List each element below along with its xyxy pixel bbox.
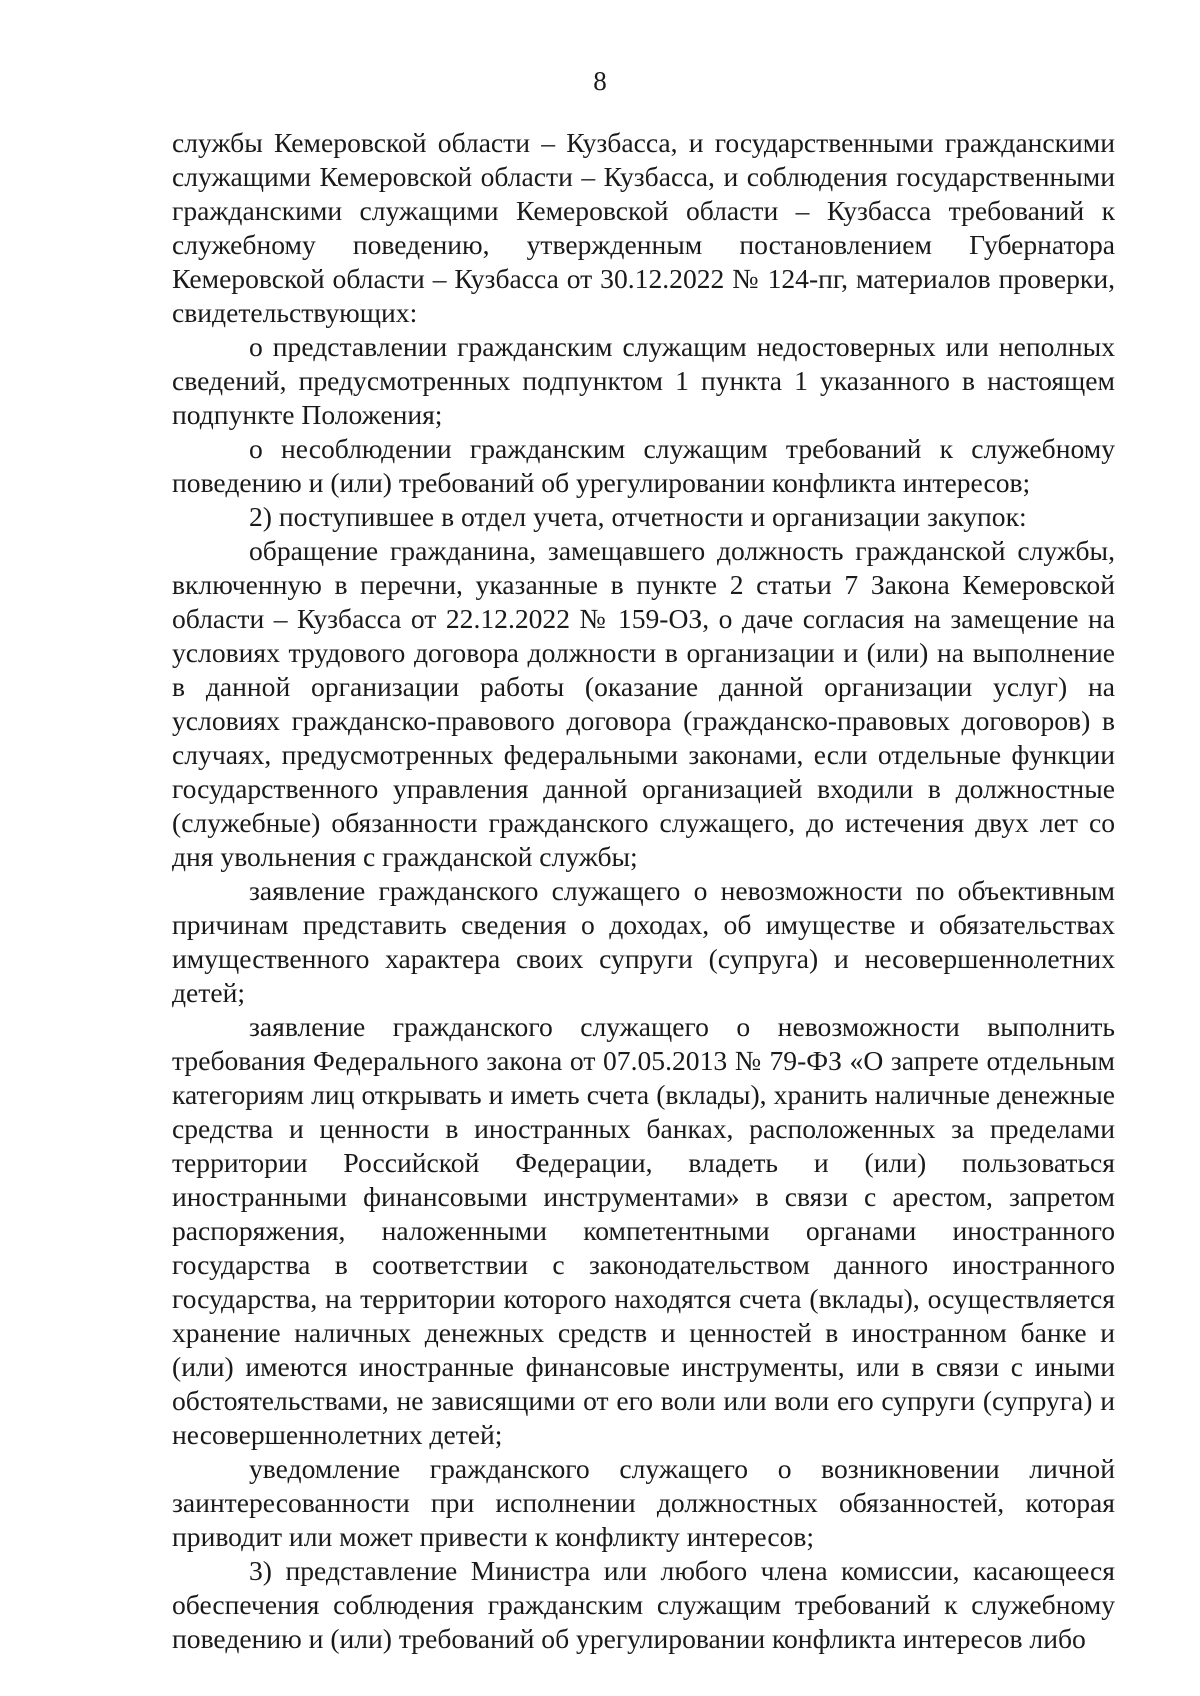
paragraph-3: о несоблюдении гражданским служащим требований к служебному поведению и (или) требований об урегулировании конфликта интересов; (172, 433, 1115, 498)
paragraph-4: 2) поступившее в отдел учета, отчетности и организации закупок: (249, 501, 1027, 532)
document-body (172, 126, 1115, 1656)
paragraph-7: заявление гражданского служащего о невозможности выполнить требования Федерального закона от 07.05.2013 № 79-ФЗ «О запрете отдельным категориям лиц открывать и иметь счета (вклады), хранить наличные денежные средства и ценности в иностранных банках, расположенных за пределами территории Российской Федерации, владеть и (или) пользоваться иностранными финансовыми инструментами» в связи с арестом, запретом распоряжения, наложенными компетентными органами иностранного государства в соответствии с законодательством данного иностранного государства, на территории которого находятся счета (вклады), осуществляется хранение наличных денежных средств и ценностей в иностранном банке и (или) имеются иностранные финансовые инструменты, или в связи с иными обстоятельствами, не зависящими от его воли или воли его супруги (супруга) и несовершеннолетних детей; (172, 1011, 1115, 1450)
paragraph-2: о представлении гражданским служащим недостоверных или неполных сведений, предусмотренных подпунктом 1 пункта 1 указанного в настоящем подпункте Положения; (172, 331, 1115, 430)
paragraph-9: 3) представление Министра или любого члена комиссии, касающееся обеспечения соблюдения гражданским служащим требований к служебному поведению и (или) требований об урегулировании конфликта интересов либо (172, 1555, 1115, 1654)
paragraph-8: уведомление гражданского служащего о возникновении личной заинтересованности при исполнении должностных обязанностей, которая приводит или может привести к конфликту интересов; (172, 1453, 1115, 1552)
paragraph-6: заявление гражданского служащего о невозможности по объективным причинам представить сведения о доходах, об имуществе и обязательствах имущественного характера своих супруги (супруга) и несовершеннолетних детей; (172, 875, 1115, 1008)
paragraph-1: службы Кемеровской области – Кузбасса, и государственными гражданскими служащими Кемеровской области – Кузбасса, и соблюдения государственными гражданскими служащими Кемеровской области – Кузбасса требований к служебному поведению, утвержденным постановлением Губернатора Кемеровской области – Кузбасса от 30.12.2022 № 124-пг, материалов проверки, свидетельствующих: (172, 127, 1115, 328)
page-number: 8 (593, 66, 607, 96)
paragraph-5: обращение гражданина, замещавшего должность гражданской службы, включенную в перечни, указанные в пункте 2 статьи 7 Закона Кемеровской области – Кузбасса от 22.12.2022 № 159-ОЗ, о даче согласия на замещение на условиях трудового договора должности в организации и (или) на выполнение в данной организации работы (оказание данной организации услуг) на условиях гражданско-правового договора (гражданско-правовых договоров) в случаях, предусмотренных федеральными законами, если отдельные функции государственного управления данной организацией входили в должностные (служебные) обязанности гражданского служащего, до истечения двух лет со дня увольнения с гражданской службы; (172, 535, 1115, 872)
